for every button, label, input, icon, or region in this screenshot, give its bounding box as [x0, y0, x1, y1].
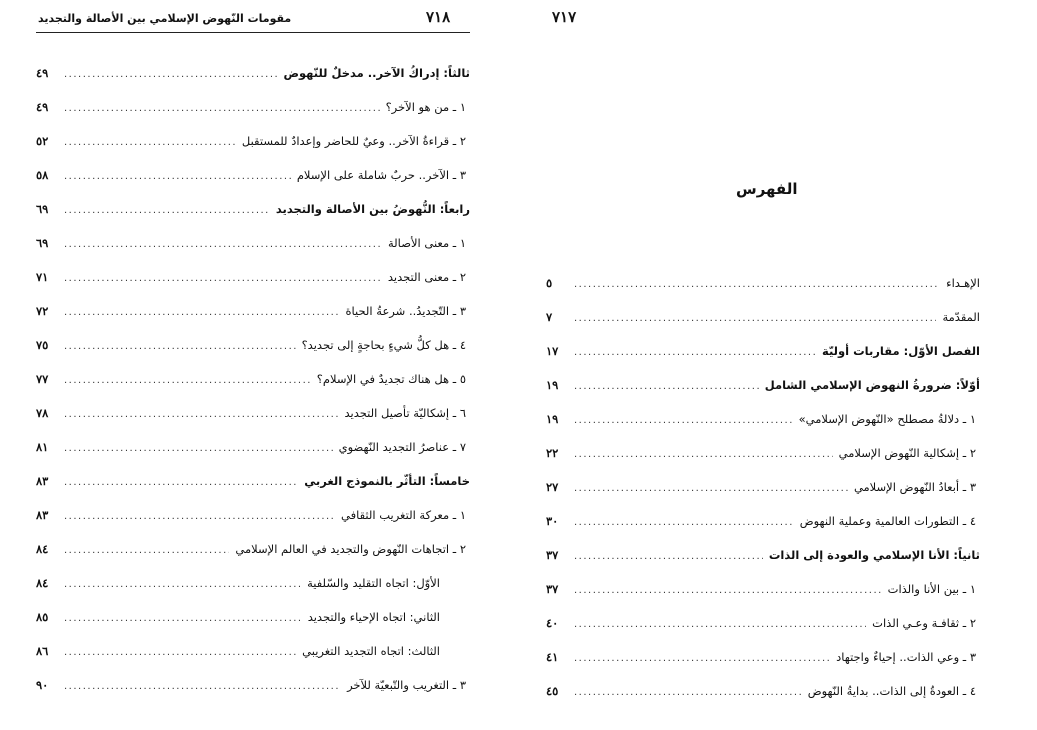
toc-entry: [36, 62, 470, 96]
toc-entry-page: ٨٣: [36, 508, 49, 522]
dot-leader: [64, 302, 340, 324]
toc-entry-page: ٥٢: [36, 134, 49, 148]
toc-list: [546, 272, 980, 714]
toc-entry-page: ١٩: [546, 412, 559, 426]
toc-entry: [546, 612, 980, 646]
toc-entry-title: ثانياً: الأنا الإسلامي والعودة إلى الذات: [768, 548, 980, 562]
toc-entry: [546, 374, 980, 408]
toc-entry: [546, 680, 980, 714]
toc-entry-page: ٧٨: [36, 406, 49, 420]
dot-leader: [64, 506, 335, 528]
toc-entry: [36, 164, 470, 198]
toc-entry-title: ١ ـ بين الأنا والذات: [887, 582, 976, 596]
toc-entry-title: ٢ ـ قراءةُ الآخر.. وعيٌ للحاضر وإعدادٌ للمستقبل: [241, 134, 466, 148]
toc-entry-page: ٨٤: [36, 542, 49, 556]
dot-leader: [64, 64, 277, 86]
toc-entry-page: ٤٥: [546, 684, 559, 698]
dot-leader: [64, 234, 382, 256]
toc-entry-page: ٣٠: [546, 514, 559, 528]
toc-entry: [546, 408, 980, 442]
toc-entry-title: ٢ ـ اتجاهات النّهوض والتجديد في العالم الإسلامي: [235, 542, 466, 556]
dot-leader: [574, 512, 794, 534]
toc-entry-page: ٢٢: [546, 446, 559, 460]
toc-entry-title: ثالثاً: إدراكُ الآخر.. مدخلٌ للنّهوض: [283, 66, 470, 80]
dot-leader: [64, 200, 270, 222]
toc-entry: [546, 510, 980, 544]
toc-entry: [36, 504, 470, 538]
toc-entry: [36, 606, 470, 640]
toc-entry: [36, 368, 470, 402]
toc-entry: [546, 306, 980, 340]
toc-entry: [36, 674, 470, 708]
dot-leader: [574, 376, 759, 398]
toc-entry: [36, 300, 470, 334]
dot-leader: [574, 410, 793, 432]
dot-leader: [574, 614, 866, 636]
toc-entry: [36, 198, 470, 232]
toc-entry: [36, 96, 470, 130]
toc-entry-page: ٧٢: [36, 304, 49, 318]
toc-entry: [36, 130, 470, 164]
toc-entry-title: ٣ ـ التغريب والتّبعيّة للآخر: [347, 678, 466, 692]
toc-entry-title: أوّلاً: ضرورةُ النهوض الإسلامي الشامل: [764, 378, 980, 392]
toc-entry-title: ٤ ـ هل كلُّ شيءٍ بحاجةٍ إلى تجديد؟: [301, 338, 466, 352]
toc-entry-title: الأوّل: اتجاه التقليد والسّلفية: [307, 576, 440, 590]
toc-entry-page: ١٩: [546, 378, 559, 392]
toc-entry-page: ٦٩: [36, 236, 49, 250]
toc-entry-title: ١ ـ دلالةُ مصطلح «النّهوض الإسلامي»: [798, 412, 976, 426]
dot-leader: [574, 444, 833, 466]
toc-entry-page: ٨٥: [36, 610, 49, 624]
toc-entry-title: ٢ ـ ثقافـة وعـي الذات: [872, 616, 976, 630]
dot-leader: [574, 342, 816, 364]
dot-leader: [64, 438, 333, 460]
toc-entry-title: ٢ ـ معنى التجديد: [387, 270, 466, 284]
toc-entry-title: ٣ ـ الآخر.. حربٌ شاملة على الإسلام: [296, 168, 466, 182]
toc-entry: [546, 476, 980, 510]
toc-entry: [36, 572, 470, 606]
dot-leader: [64, 268, 382, 290]
toc-entry-title: الثاني: اتجاه الإحياء والتجديد: [307, 610, 440, 624]
toc-entry-page: ٧: [546, 310, 553, 324]
toc-entry-page: ٩٠: [36, 678, 49, 692]
toc-entry: [36, 266, 470, 300]
toc-entry: [36, 538, 470, 572]
toc-entry-page: ٨٦: [36, 644, 49, 658]
dot-leader: [64, 540, 229, 562]
toc-entry-title: ٤ ـ العودةُ إلى الذات.. بدايةُ النّهوض: [807, 684, 976, 698]
toc-entry: [546, 442, 980, 476]
toc-entry-page: ٢٧: [546, 480, 559, 494]
toc-entry-page: ٥: [546, 276, 553, 290]
toc-entry-page: ٥٨: [36, 168, 49, 182]
toc-entry: [36, 402, 470, 436]
toc-list: [36, 62, 470, 708]
dot-leader: [574, 308, 936, 330]
header-rule: [36, 32, 470, 33]
dot-leader: [64, 574, 301, 596]
toc-entry: [36, 436, 470, 470]
toc-entry: [36, 640, 470, 674]
toc-entry-title: ٥ ـ هل هناك تجديدٌ في الإسلام؟: [316, 372, 466, 386]
toc-entry-title: خامساً: التأثّر بالنموذج الغربي: [304, 474, 470, 488]
toc-entry-title: ٣ ـ أبعادُ النّهوض الإسلامي: [853, 480, 976, 494]
toc-entry-page: ٤٩: [36, 66, 49, 80]
dot-leader: [64, 676, 341, 698]
toc-entry-title: ١ ـ معنى الأصالة: [388, 236, 466, 250]
dot-leader: [64, 608, 302, 630]
toc-entry-title: ٣ ـ التّجديدُ.. شرعةُ الحياة: [345, 304, 466, 318]
toc-entry: [36, 334, 470, 368]
toc-entry-page: ٧٧: [36, 372, 49, 386]
toc-entry: [36, 470, 470, 504]
toc-entry: [546, 544, 980, 578]
toc-entry-page: ٧٥: [36, 338, 49, 352]
toc-entry-title: ٢ ـ إشكالية النّهوض الإسلامي: [838, 446, 976, 460]
toc-entry-page: ٣٧: [546, 582, 559, 596]
dot-leader: [574, 580, 882, 602]
dot-leader: [64, 98, 380, 120]
dot-leader: [574, 682, 802, 704]
page-number: ٧١٨: [426, 8, 451, 26]
toc-entry-page: ١٧: [546, 344, 559, 358]
toc-entry-title: ٤ ـ التطورات العالمية وعملية النهوض: [799, 514, 976, 528]
right-page: [518, 0, 1037, 730]
toc-entry-page: ٣٧: [546, 548, 559, 562]
dot-leader: [64, 370, 311, 392]
toc-entry-title: الثالث: اتجاه التجديد التغريبي: [302, 644, 440, 658]
dot-leader: [64, 132, 236, 154]
toc-entry-title: رابعاً: النُّهوضُ بين الأصالة والتجديد: [275, 202, 470, 216]
toc-entry-page: ٤٩: [36, 100, 49, 114]
toc-entry-title: ١ ـ معركة التغريب الثقافي: [340, 508, 466, 522]
toc-entry-title: المقدّمة: [942, 310, 980, 324]
toc-entry-page: ٤١: [546, 650, 559, 664]
dot-leader: [64, 336, 296, 358]
toc-title: الفهرس: [736, 180, 798, 198]
toc-entry-page: ٨١: [36, 440, 49, 454]
dot-leader: [574, 478, 848, 500]
toc-entry: [546, 272, 980, 306]
toc-entry-page: ٨٣: [36, 474, 49, 488]
running-head: مقومات النّهوض الإسلامي بين الأصالة والتجديد: [38, 12, 292, 25]
toc-entry-title: الفصل الأوّل: مقاربات أوليّة: [822, 344, 980, 358]
toc-entry: [36, 232, 470, 266]
toc-entry: [546, 340, 980, 374]
toc-entry-page: ٧١: [36, 270, 49, 284]
left-page: [0, 0, 518, 730]
toc-entry-page: ٤٠: [546, 616, 559, 630]
dot-leader: [64, 472, 298, 494]
dot-leader: [64, 166, 291, 188]
toc-entry-page: ٦٩: [36, 202, 49, 216]
toc-entry-title: ١ ـ من هو الآخر؟: [385, 100, 466, 114]
toc-entry-title: ٦ ـ إشكاليّة تأصيل التجديد: [344, 406, 466, 420]
toc-entry: [546, 578, 980, 612]
toc-entry: [546, 646, 980, 680]
dot-leader: [574, 648, 830, 670]
toc-entry-page: ٨٤: [36, 576, 49, 590]
toc-entry-title: ٣ ـ وعي الذات.. إحياءٌ واجتهاد: [836, 650, 976, 664]
toc-entry-title: الإهـداء: [946, 276, 980, 290]
dot-leader: [574, 546, 763, 568]
dot-leader: [574, 274, 940, 296]
dot-leader: [64, 404, 338, 426]
page-number: ٧١٧: [552, 8, 577, 26]
dot-leader: [64, 642, 296, 664]
toc-entry-title: ٧ ـ عناصرُ التجديد النّهضوي: [338, 440, 466, 454]
